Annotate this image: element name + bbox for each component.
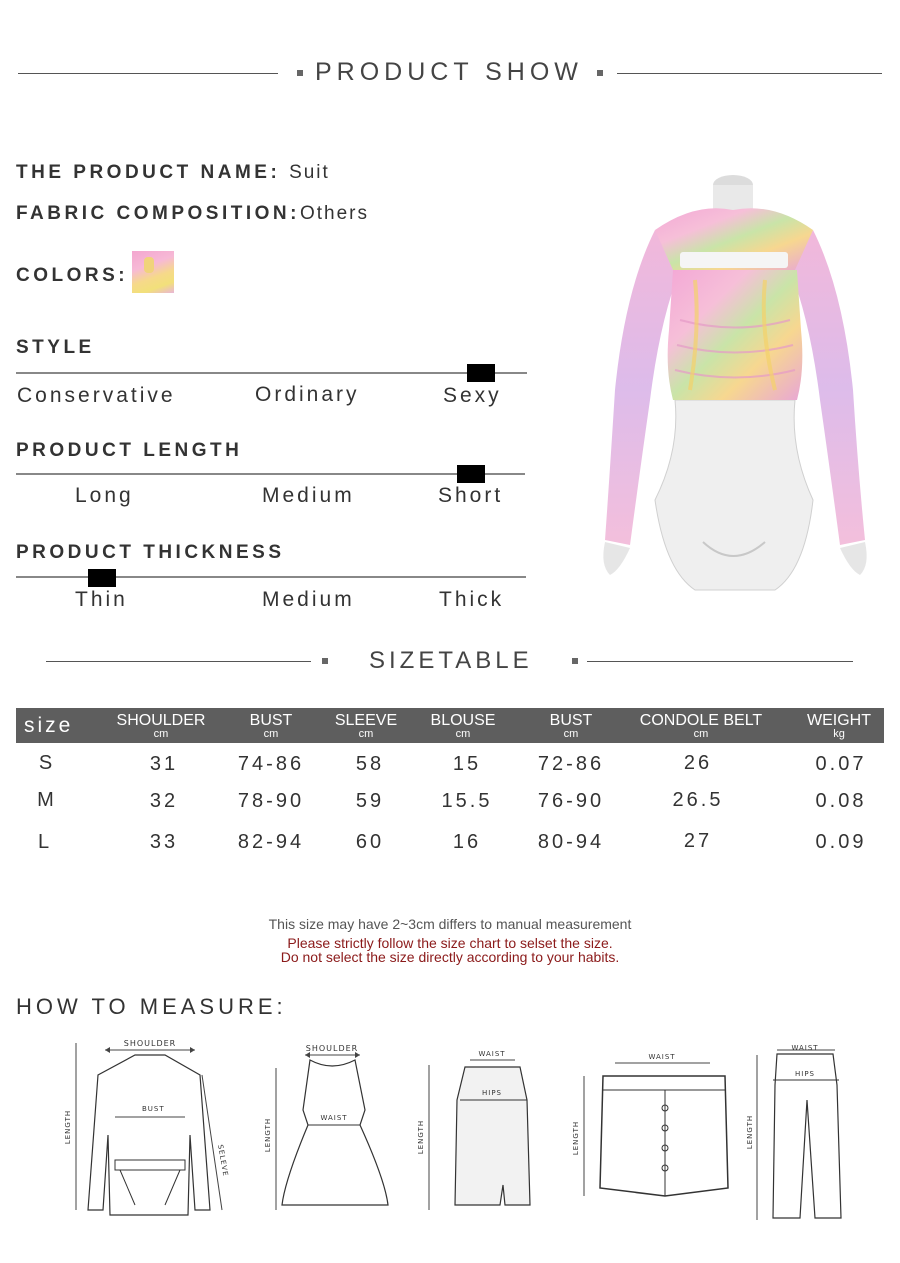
thickness-option-medium: Medium: [262, 588, 355, 611]
length-option-medium: Medium: [262, 484, 355, 507]
col-header-shoulder: [111, 712, 211, 740]
thickness-title: PRODUCT THICKNESS: [16, 542, 285, 563]
table-cell: 33: [149, 831, 179, 853]
table-cell: 80-94: [537, 831, 605, 853]
table-cell: 32: [149, 790, 179, 812]
table-cell: 59: [355, 790, 385, 812]
col-unit: cm: [455, 728, 471, 740]
header-rule-right: [617, 73, 882, 74]
waist-label: WAIST: [320, 1114, 348, 1122]
length-marker: [457, 465, 485, 483]
thickness-option-thick: Thick: [439, 588, 505, 611]
col-unit: cm: [153, 728, 169, 740]
col-name: SHOULDER: [116, 712, 206, 729]
col-header-bust: [231, 712, 311, 740]
length-label: LENGTH: [417, 1119, 425, 1155]
table-cell: 76-90: [537, 790, 605, 812]
color-swatch[interactable]: [132, 251, 174, 293]
col-name: BLOUSE: [430, 712, 496, 729]
sleeve-label: SELEVE: [216, 1143, 230, 1178]
length-label: LENGTH: [572, 1120, 580, 1156]
sizetable-title: SIZETABLE: [369, 647, 533, 674]
col-header-blouse: [421, 712, 505, 740]
table-cell: 27: [683, 830, 713, 852]
length-title: PRODUCT LENGTH: [16, 440, 243, 461]
shorts-diagram: [570, 1048, 750, 1203]
size-cell: M: [37, 789, 57, 811]
col-unit: cm: [358, 728, 374, 740]
length-option-short: Short: [438, 484, 504, 507]
header-square-left: [297, 70, 303, 76]
product-name-row: [16, 162, 330, 184]
col-name: BUST: [549, 712, 593, 729]
shoulder-label: SHOULDER: [123, 1039, 177, 1048]
product-name-value: Suit: [289, 162, 330, 183]
table-cell: 31: [149, 753, 179, 775]
dress-diagram: [260, 1040, 390, 1215]
size-warning-1: Please strictly follow the size chart to selset the size.: [287, 935, 613, 951]
table-cell: 60: [355, 831, 385, 853]
style-option-sexy: Sexy: [443, 384, 502, 407]
length-scale-line: [16, 473, 525, 475]
col-unit: kg: [833, 728, 845, 740]
sizetable-rule-left: [46, 661, 311, 662]
table-cell: 0.09: [815, 831, 867, 853]
table-cell: 0.07: [815, 753, 867, 775]
table-cell: 82-94: [237, 831, 305, 853]
waist-label: WAIST: [478, 1050, 506, 1058]
product-photo: [585, 170, 875, 595]
fabric-label: FABRIC COMPOSITION:: [16, 203, 300, 224]
col-header-weight: [796, 712, 882, 740]
table-cell: 78-90: [237, 790, 305, 812]
skirt-diagram: [415, 1045, 555, 1215]
shoulder-label: SHOULDER: [305, 1044, 359, 1053]
style-option-ordinary: Ordinary: [255, 383, 360, 406]
length-label: LENGTH: [746, 1114, 754, 1150]
style-option-conservative: Conservative: [17, 384, 176, 407]
waist-label: WAIST: [791, 1044, 819, 1052]
header-square-right: [597, 70, 603, 76]
length-option-long: Long: [75, 484, 134, 507]
table-cell: 0.08: [815, 790, 867, 812]
how-to-measure-title: HOW TO MEASURE:: [16, 994, 287, 1019]
col-name: CONDOLE BELT: [639, 712, 763, 729]
header-rule-left: [18, 73, 278, 74]
style-scale-line: [16, 372, 527, 374]
col-header-bust-2: [531, 712, 611, 740]
table-cell: 16: [452, 831, 482, 853]
style-marker: [467, 364, 495, 382]
hips-label: HIPS: [482, 1089, 502, 1097]
col-name: WEIGHT: [807, 712, 871, 729]
table-cell: 74-86: [237, 753, 305, 775]
length-label: LENGTH: [64, 1109, 72, 1145]
size-cell: S: [38, 752, 56, 774]
sizetable-square-right: [572, 658, 578, 664]
hips-label: HIPS: [795, 1070, 815, 1078]
page-title: PRODUCT SHOW: [315, 58, 583, 86]
col-unit: cm: [693, 728, 709, 740]
style-title: STYLE: [16, 337, 95, 358]
fabric-row: [16, 203, 369, 225]
table-cell: 58: [355, 753, 385, 775]
col-header-sleeve: [326, 712, 406, 740]
table-cell: 15.5: [441, 790, 493, 812]
size-cell: L: [37, 831, 53, 853]
table-cell: 15: [452, 753, 482, 775]
col-unit: cm: [563, 728, 579, 740]
jacket-diagram: [60, 1035, 235, 1220]
size-column-header: size: [24, 714, 74, 737]
thickness-option-thin: Thin: [75, 588, 128, 611]
col-name: BUST: [249, 712, 293, 729]
table-cell: 26.5: [672, 789, 724, 811]
thickness-marker: [88, 569, 116, 587]
size-table-header: [16, 708, 884, 743]
length-label: LENGTH: [264, 1117, 272, 1153]
waist-label: WAIST: [648, 1053, 676, 1061]
col-header-condole-belt: [628, 712, 774, 740]
size-warning-2: Do not select the size directly according to your habits.: [280, 949, 620, 965]
table-cell: 72-86: [537, 753, 605, 775]
size-note: This size may have 2~3cm differs to manual measurement: [268, 916, 632, 932]
product-name-label: THE PRODUCT NAME:: [16, 162, 281, 183]
sizetable-square-left: [322, 658, 328, 664]
bust-label: BUST: [142, 1105, 165, 1113]
colors-label: COLORS:: [16, 265, 129, 286]
table-cell: 26: [683, 752, 713, 774]
pants-diagram: [745, 1040, 855, 1225]
fabric-value: Others: [299, 203, 369, 224]
sizetable-rule-right: [587, 661, 853, 662]
col-name: SLEEVE: [334, 712, 398, 729]
col-unit: cm: [263, 728, 279, 740]
